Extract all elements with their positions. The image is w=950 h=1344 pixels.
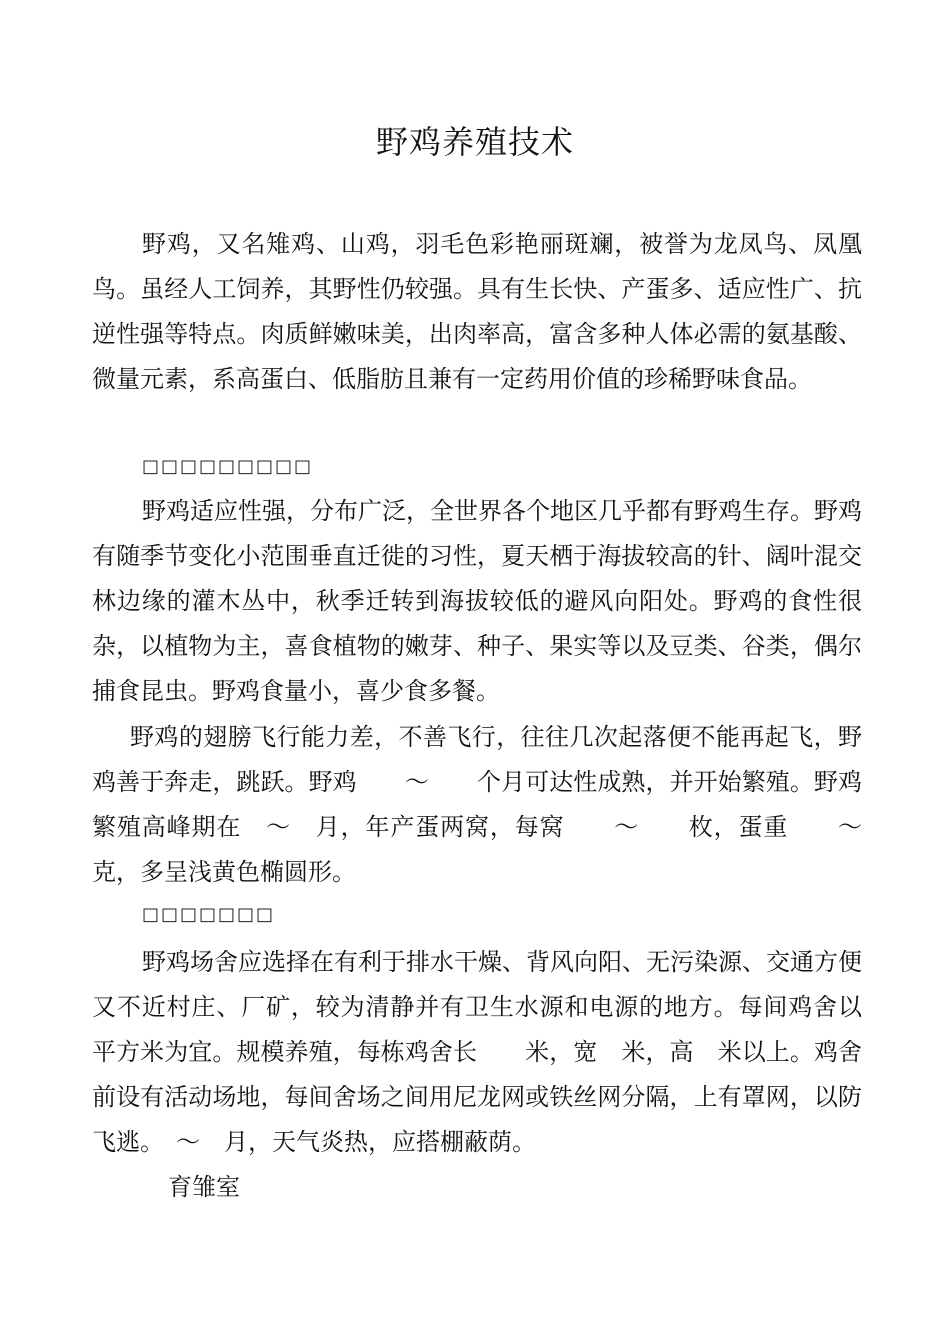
section-heading-placeholder-2: □□□□□□□ [142,904,276,925]
paragraph-intro: 野鸡，又名雉鸡、山鸡，羽毛色彩艳丽斑斓，被誉为龙凤鸟、凤凰鸟。虽经人工饲养，其野性仍较强。具有生长快、产蛋多、适应性广、抗逆性强等特点。肉质鲜嫩味美，出肉率高，富含多种人体必需的氨基酸、微量元素，系高蛋白、低脂肪且兼有一定药用价值的珍稀野味食品。 [92,230,862,393]
section-heading-placeholder-1: □□□□□□□□□ [142,456,314,477]
paragraph-housing: 野鸡场舍应选择在有利于排水干燥、背风向阳、无污染源、交通方便又不近村庄、厂矿，较为清静并有卫生水源和电源的地方。每间鸡舍以 平方米为宜。规模养殖，每栋鸡舍长 米，宽 米，高 米以上。鸡舍前设有活动场地，每间舍场之间用尼龙网或铁丝网分隔，上有罩网，以防飞逃。 ～ 月，天气炎热，应搭棚蔽荫。 [92,948,910,1156]
paragraph-habits: 野鸡适应性强，分布广泛，全世界各个地区几乎都有野鸡生存。野鸡有随季节变化小范围垂直迁徙的习性，夏天栖于海拔较高的针、阔叶混交林边缘的灌木丛中，秋季迁转到海拔较低的避风向阳处。野鸡的食性很杂，以植物为主，喜食植物的嫩芽、种子、果实等以及豆类、谷类，偶尔捕食昆虫。野鸡食量小，喜少食多餐。 [92,497,862,705]
section-heading-brooding-room: 育雏室 [168,1173,240,1201]
paragraph-breeding: 野鸡的翅膀飞行能力差，不善飞行，往往几次起落便不能再起飞，野鸡善于奔走，跳跃。野鸡 ～ 个月可达性成熟，并开始繁殖。野鸡繁殖高峰期在 ～ 月，年产蛋两窝，每窝 ～ 枚，蛋重 ～ 克，多呈浅黄色椭圆形。 [92,723,910,886]
page-title: 野鸡养殖技术 [375,123,574,161]
